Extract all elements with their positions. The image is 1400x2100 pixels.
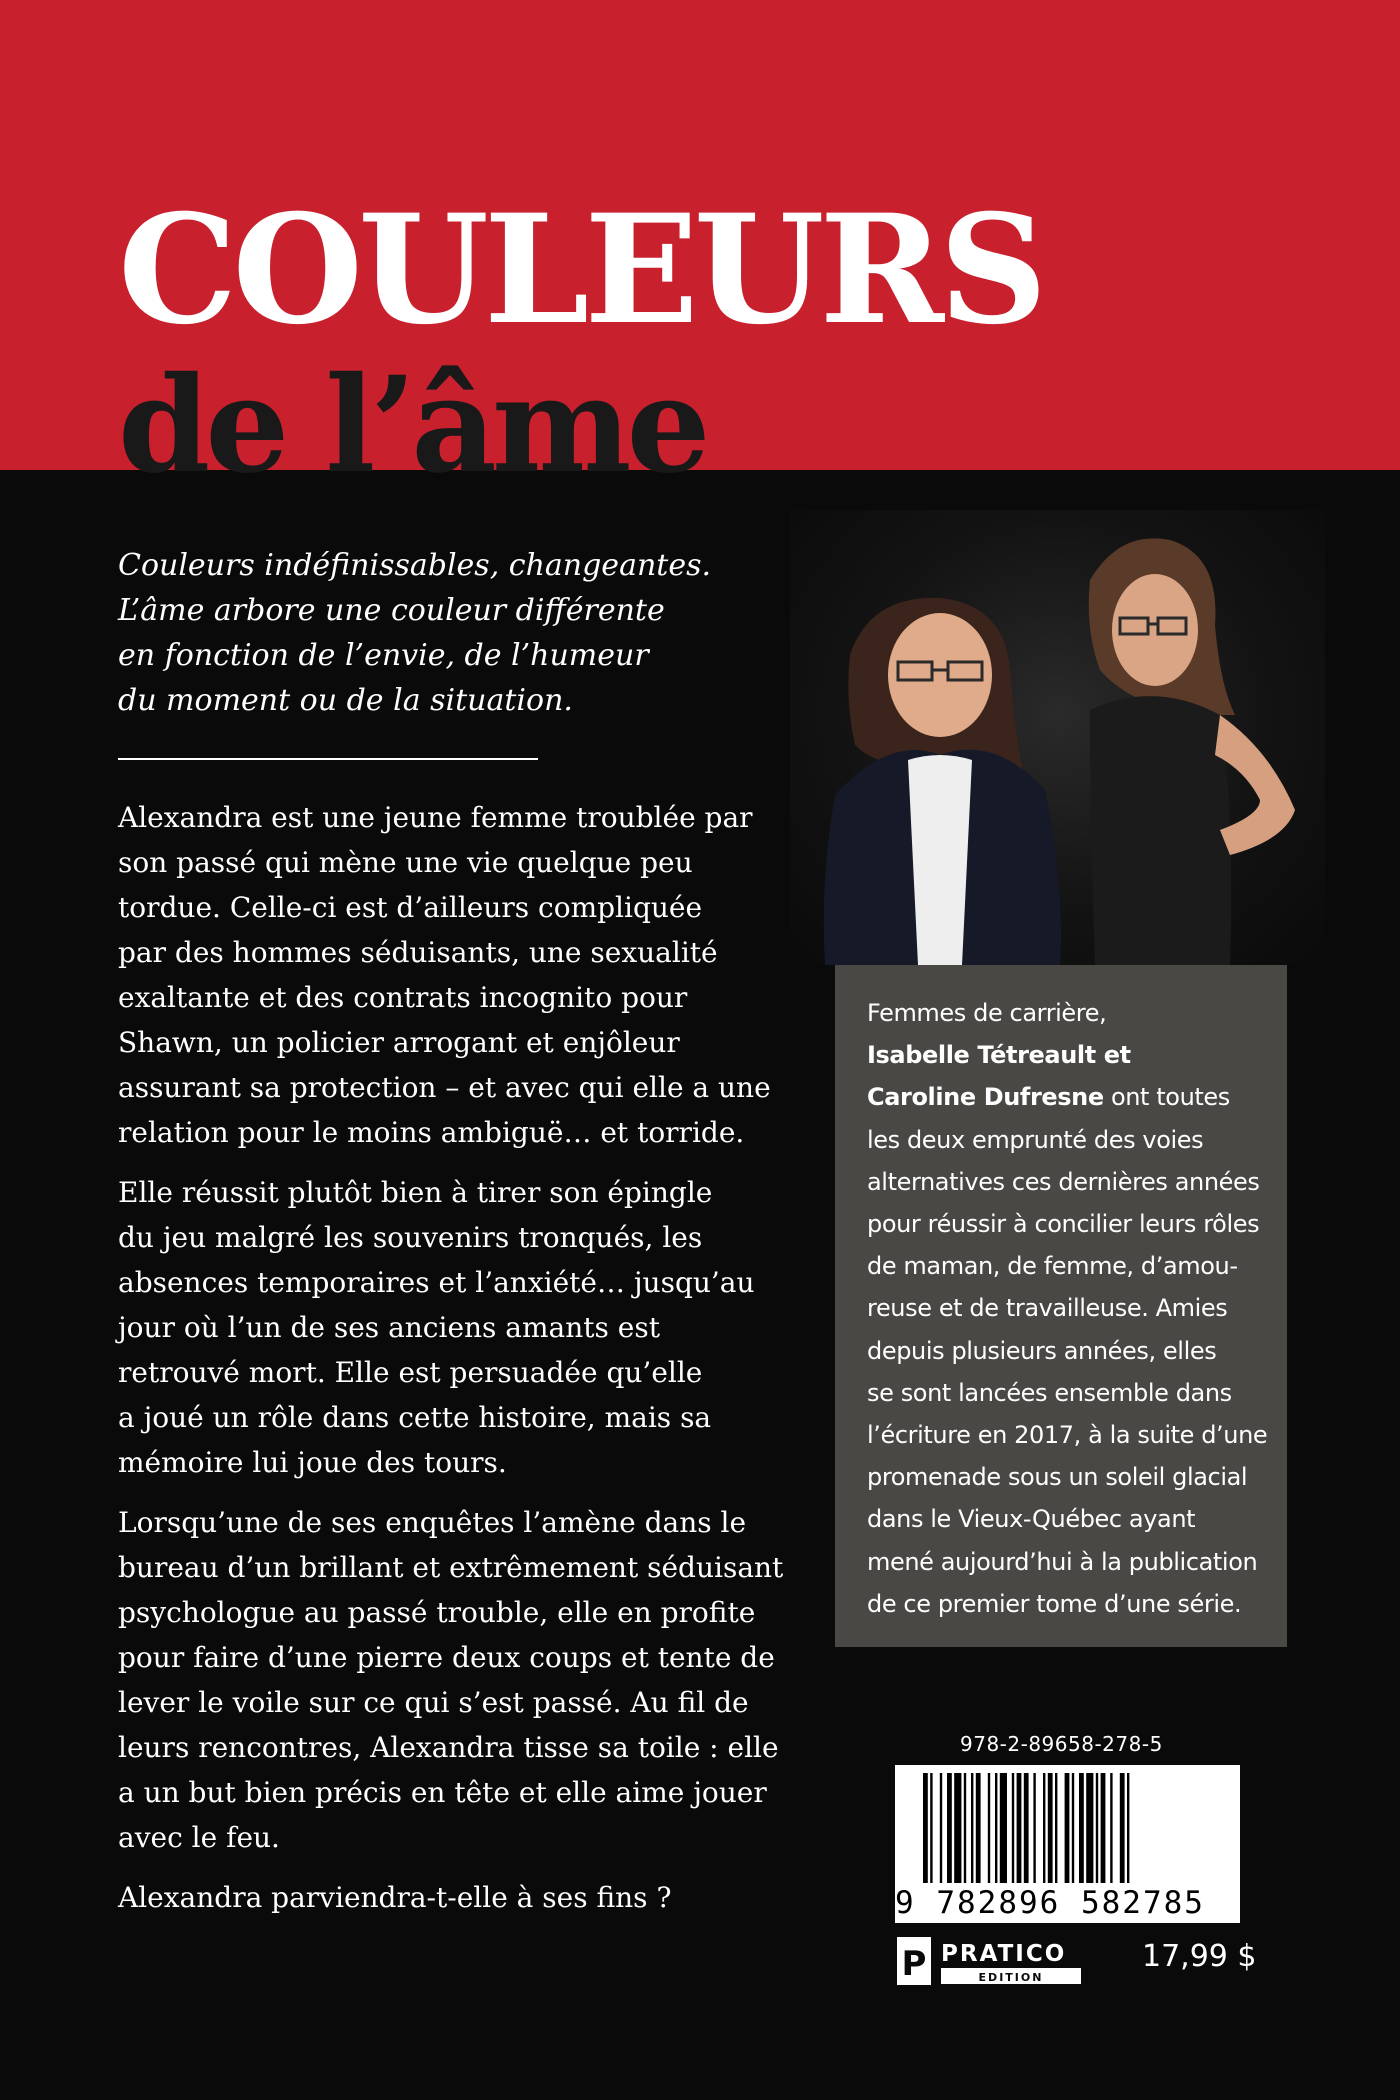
synopsis-line: mémoire lui joue des tours. (118, 1446, 507, 1479)
barcode-bar (964, 1773, 966, 1883)
bio-line: depuis plusieurs années, elles (867, 1336, 1217, 1365)
synopsis-paragraph (118, 1875, 768, 1920)
barcode-bar (976, 1773, 981, 1883)
synopsis (118, 795, 784, 1935)
bio-line: de ce premier tome d’une série. (867, 1589, 1242, 1618)
barcode-digits: 9 782896 582785 (895, 1885, 1205, 1921)
barcode-bar (1096, 1773, 1098, 1883)
bio-line (867, 1034, 1287, 1076)
barcode-bar (1065, 1773, 1070, 1883)
bio-line (867, 1076, 1287, 1118)
synopsis-line: a joué un rôle dans cette histoire, mais sa (118, 1401, 712, 1434)
author-bio (867, 992, 1287, 1625)
barcode-bar (1110, 1773, 1112, 1883)
barcode-bar (1086, 1773, 1093, 1883)
bio-line: se sont lancées ensemble dans (867, 1378, 1232, 1407)
synopsis-line: pour faire d’une pierre deux coups et tente de (118, 1641, 775, 1674)
barcode-bar (1127, 1773, 1129, 1883)
intro-line: du moment ou de la situation. (118, 683, 573, 718)
barcode-bar (971, 1773, 973, 1883)
synopsis-line: tordue. Celle-ci est d’ailleurs compliquée (118, 891, 703, 924)
author-right-dress (1090, 696, 1231, 965)
barcode-bar (1017, 1773, 1022, 1883)
book-title: COULEURS (118, 182, 1043, 358)
synopsis-line: leurs rencontres, Alexandra tisse sa toile : elle (118, 1731, 779, 1764)
barcode-bar (995, 1773, 997, 1883)
synopsis-line: retrouvé mort. Elle est persuadée qu’elle (118, 1356, 703, 1389)
price: 17,99 $ (1142, 1939, 1257, 1974)
bio-line: promenade sous un soleil glacial (867, 1463, 1248, 1492)
barcode-bar (923, 1773, 928, 1883)
synopsis-line: par des hommes séduisants, une sexualité (118, 936, 718, 969)
isbn-number: 978-2-89658-278-5 (960, 1732, 1163, 1756)
synopsis-line: absences temporaires et l’anxiété… jusqu’au (118, 1266, 755, 1299)
synopsis-line: jour où l’un de ses anciens amants est (118, 1311, 660, 1344)
author-left-face (888, 613, 992, 737)
synopsis-line: psychologue au passé trouble, elle en profite (118, 1596, 756, 1629)
publisher-name: PRATICO (941, 1941, 1067, 1967)
synopsis-line: a un but bien précis en tête et elle aime jouer (118, 1776, 767, 1809)
synopsis-line: Shawn, un policier arrogant et enjôleur (118, 1026, 680, 1059)
barcode-bar (1043, 1773, 1045, 1883)
bio-line: Femmes de carrière, (867, 999, 1107, 1027)
barcode-bar (1072, 1773, 1074, 1883)
intro-line: L’âme arbore une couleur différente (118, 593, 665, 628)
author-name: Isabelle Tétreault et (867, 1041, 1131, 1070)
barcode-bar (1079, 1773, 1084, 1883)
barcode-bar (954, 1773, 961, 1883)
barcode-bar (1101, 1773, 1106, 1883)
author-photo (790, 510, 1325, 965)
barcode-bar (1120, 1773, 1125, 1883)
synopsis-paragraph (118, 1500, 784, 1860)
barcode-bar (1024, 1773, 1029, 1883)
bio-line: mené aujourd’hui à la publication (867, 1547, 1258, 1576)
bio-line: les deux emprunté des voies (867, 1125, 1204, 1154)
synopsis-line: exaltante et des contrats incognito pour (118, 981, 688, 1014)
bio-line: pour réussir à concilier leurs rôles (867, 1210, 1260, 1239)
synopsis-line: Alexandra parviendra-t-elle à ses fins ? (118, 1881, 672, 1914)
barcode-bar (940, 1773, 942, 1883)
book-subtitle: de l’âme (118, 348, 706, 503)
synopsis-line: bureau d’un brillant et extrêmement séduisant (118, 1551, 784, 1584)
author-left-shirt (908, 755, 972, 965)
bio-line-rest: ont toutes (1103, 1083, 1230, 1112)
synopsis-paragraph (118, 795, 771, 1155)
author-bio-box (835, 965, 1287, 1647)
bio-line: de maman, de femme, d’amou- (867, 1252, 1238, 1281)
barcode-bar (1012, 1773, 1014, 1883)
synopsis-line: Alexandra est une jeune femme troublée par (118, 801, 753, 834)
bio-line: l’écriture en 2017, à la suite d’une (867, 1421, 1268, 1450)
synopsis-line: son passé qui mène une vie quelque peu (118, 846, 693, 879)
bio-line: dans le Vieux-Québec ayant (867, 1505, 1196, 1534)
barcode-bar (1055, 1773, 1057, 1883)
publisher-sub: EDITION (978, 1971, 1044, 1984)
divider-line (118, 758, 538, 760)
barcode-bar (1048, 1773, 1053, 1883)
synopsis-line: Elle réussit plutôt bien à tirer son épingle (118, 1176, 713, 1209)
publisher-logo-letter: P (901, 1944, 927, 1984)
barcode-bar (930, 1773, 932, 1883)
intro-line: en fonction de l’envie, de l’humeur (118, 638, 649, 673)
barcode-bar (947, 1773, 952, 1883)
author-name: Caroline Dufresne (867, 1083, 1104, 1112)
intro-line: Couleurs indéfinissables, changeantes. (118, 548, 712, 583)
synopsis-line: relation pour le moins ambiguë… et torride. (118, 1116, 745, 1149)
synopsis-line: du jeu malgré les souvenirs tronqués, les (118, 1221, 703, 1254)
synopsis-line: lever le voile sur ce qui s’est passé. Au fil de (118, 1686, 749, 1719)
synopsis-paragraph (118, 1170, 768, 1485)
synopsis-line: assurant sa protection – et avec qui elle a une (118, 1071, 771, 1104)
synopsis-line: avec le feu. (118, 1821, 280, 1854)
barcode-bar (988, 1773, 990, 1883)
synopsis-line: Lorsqu’une de ses enquêtes l’amène dans le (118, 1506, 747, 1539)
intro-quote (118, 543, 712, 723)
barcode-bar (1000, 1773, 1007, 1883)
barcode (895, 1765, 1240, 1923)
publisher-logo (897, 1937, 1087, 1985)
bio-line: alternatives ces dernières années (867, 1167, 1260, 1196)
barcode-bar (1033, 1773, 1035, 1883)
bio-line: reuse et de travailleuse. Amies (867, 1294, 1228, 1323)
